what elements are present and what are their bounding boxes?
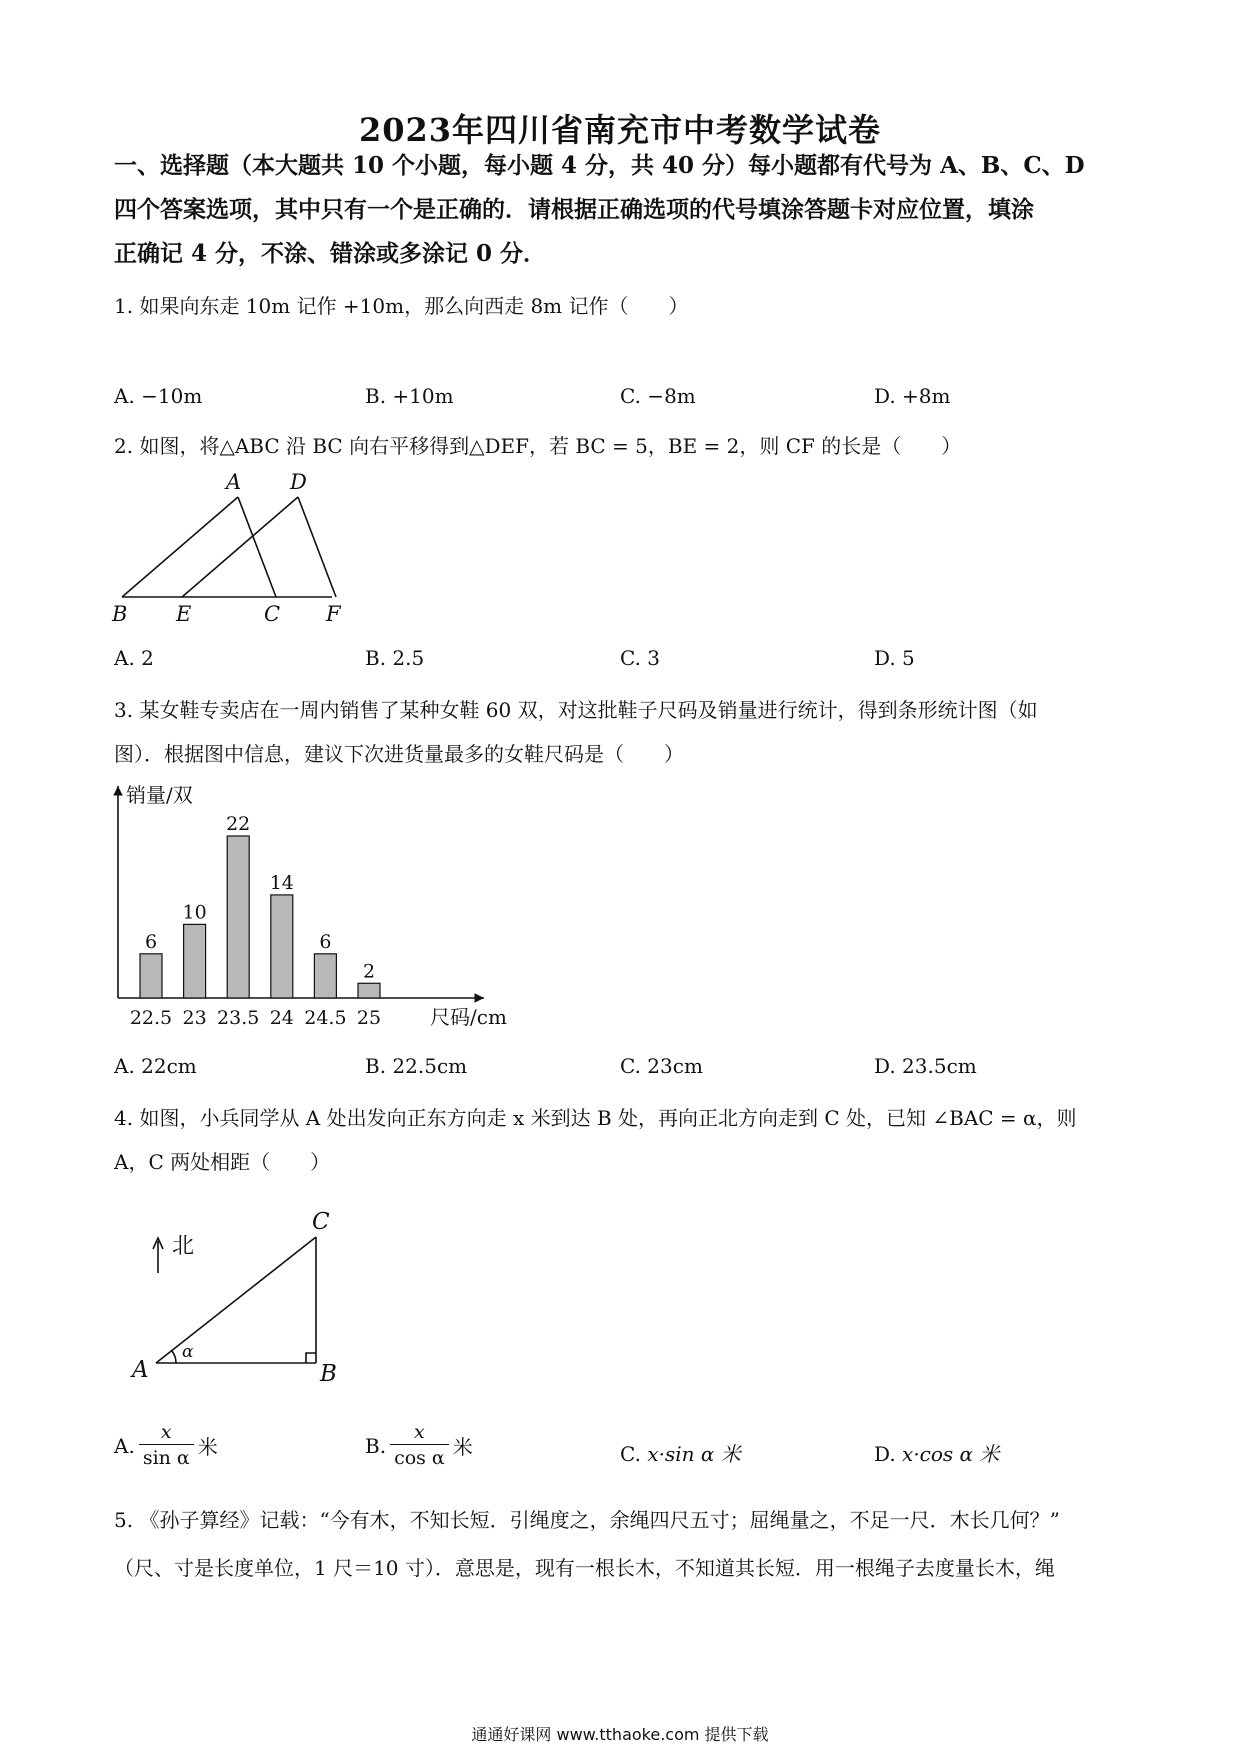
- x-tick-label-25: 25: [356, 1007, 382, 1029]
- q1-option-d: D. +8m: [874, 384, 951, 408]
- bar-25: [358, 983, 380, 998]
- question-3-stem-line-2: 图）．根据图中信息，建议下次进货量最多的女鞋尺码是（ ）: [114, 742, 684, 766]
- q3-option-b: B. 22.5cm: [365, 1054, 468, 1078]
- label-a: A: [226, 470, 242, 494]
- q1-option-a: A. −10m: [114, 384, 203, 408]
- q3-option-a: A. 22cm: [114, 1054, 197, 1078]
- q4-option-d-prefix: D.: [874, 1442, 896, 1466]
- q4-option-b: [365, 1420, 473, 1471]
- label-e: E: [176, 602, 192, 626]
- q4-option-a-numerator: x: [160, 1421, 172, 1443]
- q4-option-d-expression: x·cos α 米: [902, 1442, 1000, 1466]
- bar-23.5: [227, 836, 249, 998]
- segment-ba: [122, 497, 238, 597]
- section-instructions-line-1: 一、选择题（本大题共 10 个小题，每小题 4 分，共 40 分）每小题都有代号为 A、B、C、D: [114, 152, 1085, 179]
- bar-value-label-23.5: 22: [226, 813, 251, 835]
- right-triangle-figure: [120, 1205, 360, 1385]
- question-1-stem: 1. 如果向东走 10m 记作 +10m，那么向西走 8m 记作（ ）: [114, 294, 689, 318]
- question-5-line-2: （尺、寸是长度单位，1 尺＝10 寸）．意思是，现有一根长木，不知道其长短．用一根绳子去度量长木，绳: [114, 1556, 1055, 1580]
- label-d: D: [290, 470, 307, 494]
- bar-24: [271, 895, 293, 998]
- q4-option-c: [620, 1438, 741, 1467]
- q2-option-c: C. 3: [620, 646, 661, 670]
- label-b: B: [320, 1361, 337, 1385]
- q3-option-c: C. 23cm: [620, 1054, 703, 1078]
- translation-triangles-figure: [104, 465, 354, 630]
- angle-alpha-arc: [172, 1351, 176, 1363]
- footer-download-note: 通通好课网 www.tthaoke.com 提供下载: [471, 1725, 769, 1744]
- bar-value-label-22.5: 6: [144, 930, 158, 953]
- north-label: 北: [172, 1234, 195, 1259]
- q2-option-a: A. 2: [114, 646, 154, 670]
- section-instructions-line-3: 正确记 4 分，不涂、错涂或多涂记 0 分．: [114, 240, 547, 267]
- bar-24.5: [314, 954, 336, 998]
- question-2-stem: 2. 如图，将△ABC 沿 BC 向右平移得到△DEF，若 BC = 5，BE = 2，则 CF 的长是（ ）: [114, 434, 962, 458]
- label-c: C: [264, 602, 281, 626]
- label-f: F: [326, 602, 341, 626]
- x-axis-label: 尺码/cm: [430, 1005, 507, 1029]
- q4-option-a-prefix: A.: [114, 1433, 135, 1458]
- q4-option-a: [114, 1420, 218, 1471]
- x-tick-label-24: 24: [269, 1007, 294, 1029]
- page-title: 2023年四川省南充市中考数学试卷: [358, 111, 882, 149]
- question-5-line-1: 5. 《孙子算经》记载：“今有木，不知长短．引绳度之，余绳四尺五寸；屈绳量之，不足一尺．木长几何？”: [114, 1508, 1060, 1532]
- question-4-stem-line-2: A，C 两处相距（ ）: [114, 1150, 331, 1174]
- x-tick-label-22.5: 22.5: [129, 1007, 173, 1029]
- q2-option-d: D. 5: [874, 646, 915, 670]
- shoe-size-bar-chart: [104, 778, 524, 1038]
- q4-option-b-numerator: x: [414, 1421, 425, 1443]
- q4-option-c-prefix: C.: [620, 1442, 641, 1466]
- q1-option-c: C. −8m: [620, 384, 696, 408]
- q4-option-b-prefix: B.: [365, 1433, 387, 1458]
- question-3-stem-line-1: 3. 某女鞋专卖店在一周内销售了某种女鞋 60 双，对这批鞋子尺码及销量进行统计，得到条形统计图（如: [114, 698, 1038, 722]
- q4-option-c-expression: x·sin α 米: [647, 1442, 741, 1466]
- label-b: B: [112, 602, 128, 626]
- q4-option-a-fraction: [139, 1420, 194, 1471]
- bar-value-label-24.5: 6: [319, 930, 332, 953]
- bar-23: [184, 924, 206, 998]
- q4-option-a-unit: 米: [197, 1435, 218, 1459]
- y-axis-label: 销量/双: [126, 783, 193, 807]
- segment-ed: [182, 497, 298, 597]
- q4-option-b-unit: 米: [452, 1435, 473, 1459]
- segment-df: [298, 497, 336, 597]
- section-instructions-line-2: 四个答案选项，其中只有一个是正确的．请根据正确选项的代号填涂答题卡对应位置，填涂: [114, 196, 1034, 223]
- label-alpha: α: [182, 1342, 194, 1362]
- q1-option-b: B. +10m: [365, 384, 454, 408]
- q4-option-d: [874, 1438, 999, 1467]
- q4-option-a-denominator: sin α: [139, 1444, 194, 1471]
- q2-option-b: B. 2.5: [365, 646, 425, 670]
- x-tick-label-23: 23: [182, 1007, 207, 1029]
- label-a: A: [132, 1357, 149, 1383]
- x-tick-label-23.5: 23.5: [217, 1007, 260, 1029]
- q4-option-b-fraction: [390, 1420, 449, 1471]
- right-angle-mark: [306, 1353, 316, 1363]
- label-c: C: [312, 1209, 330, 1235]
- bar-value-label-23: 10: [182, 901, 207, 924]
- question-4-stem-line-1: 4. 如图，小兵同学从 A 处出发向正东方向走 x 米到达 B 处，再向正北方向走到 C 处，已知 ∠BAC = α，则: [114, 1106, 1077, 1130]
- q4-option-b-denominator: cos α: [390, 1444, 449, 1471]
- bar-value-label-24: 14: [269, 871, 294, 894]
- x-tick-label-24.5: 24.5: [304, 1007, 347, 1029]
- bar-22.5: [140, 954, 162, 998]
- bar-value-label-25: 2: [362, 960, 376, 983]
- segment-ac: [238, 497, 276, 597]
- q3-option-d: D. 23.5cm: [874, 1054, 977, 1078]
